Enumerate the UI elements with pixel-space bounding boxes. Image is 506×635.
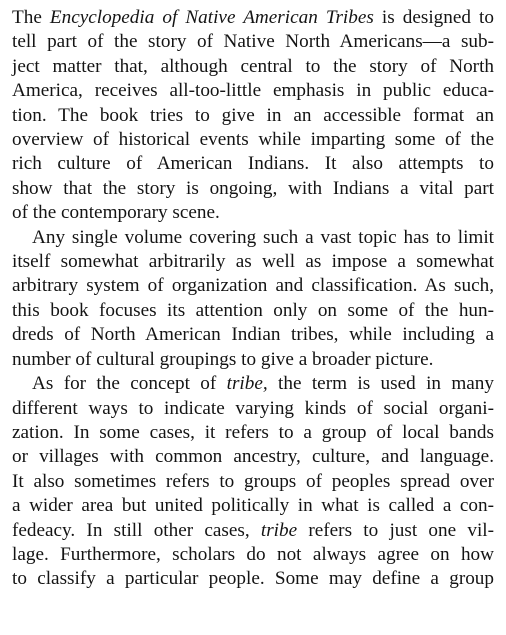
- text-run: tell part of the story of Native North Americans—a sub-: [12, 31, 494, 53]
- text-line: [12, 6, 494, 30]
- text-line: [12, 348, 494, 372]
- text-run: America, receives all-too-little emphasis in public educa-: [12, 80, 494, 102]
- text-run: itself somewhat arbitrarily as well as impose a somewhat: [12, 251, 494, 273]
- text-run: The: [12, 7, 50, 28]
- text-line: [12, 323, 494, 347]
- text-run: zation. In some cases, it refers to a group of local bands: [12, 421, 494, 443]
- text-run: a wider area but united politically in what is called a con-: [12, 495, 494, 517]
- text-line: [12, 177, 494, 201]
- italic-text: Encyclopedia of Native American Tribes: [49, 7, 374, 28]
- text-run: different ways to indicate varying kinds of social organi-: [12, 397, 494, 419]
- paragraph: [12, 372, 494, 592]
- text-run: the term is used in many: [267, 373, 494, 395]
- text-run: overview of historical events while imparting some of the: [12, 129, 494, 151]
- text-line: [12, 470, 494, 494]
- text-line: [12, 201, 494, 225]
- text-line: [12, 299, 494, 323]
- text-run: fedeacy. In still other cases,: [12, 519, 261, 541]
- text-run: arbitrary system of organization and classification. As such,: [12, 275, 494, 297]
- text-run: refers to just one vil-: [297, 519, 494, 541]
- text-line: [12, 104, 494, 128]
- italic-text: tribe,: [226, 373, 268, 395]
- text-run: rich culture of American Indians. It also attempts to: [12, 153, 494, 175]
- body-text: [12, 6, 494, 592]
- text-run: of the contemporary scene.: [12, 202, 220, 224]
- text-line: [12, 494, 494, 518]
- text-line: [12, 152, 494, 176]
- text-line: [12, 567, 494, 591]
- paragraph: [12, 226, 494, 372]
- text-run: to classify a particular people. Some may define a group: [12, 568, 494, 590]
- text-line: [12, 421, 494, 445]
- text-line: [12, 274, 494, 298]
- text-line: [12, 397, 494, 421]
- text-run: dreds of North American Indian tribes, while including a: [12, 324, 494, 346]
- text-line: [12, 30, 494, 54]
- text-line: [12, 445, 494, 469]
- text-line: [12, 519, 494, 543]
- text-line: [12, 372, 494, 396]
- text-line: [12, 128, 494, 152]
- text-run: As for the concept of: [32, 373, 227, 395]
- text-run: or villages with common ancestry, culture, and language.: [12, 446, 494, 468]
- text-line: [12, 250, 494, 274]
- text-line: [12, 55, 494, 79]
- text-run: Any single volume covering such a vast topic has to limit: [32, 226, 494, 248]
- paragraph: [12, 6, 494, 226]
- text-run: It also sometimes refers to groups of peoples spread over: [12, 470, 494, 492]
- text-run: show that the story is ongoing, with Indians a vital part: [12, 177, 494, 199]
- text-run: tion. The book tries to give in an accessible format an: [12, 104, 494, 126]
- text-run: lage. Furthermore, scholars do not always agree on how: [12, 543, 494, 565]
- text-line: [12, 79, 494, 103]
- text-line: [12, 543, 494, 567]
- text-run: this book focuses its attention only on some of the hun-: [12, 299, 494, 321]
- text-run: is designed to: [373, 7, 494, 28]
- text-line: [12, 226, 494, 250]
- text-run: ject matter that, although central to the story of North: [12, 55, 494, 77]
- text-run: number of cultural groupings to give a broader picture.: [12, 348, 434, 370]
- italic-text: tribe: [260, 519, 298, 541]
